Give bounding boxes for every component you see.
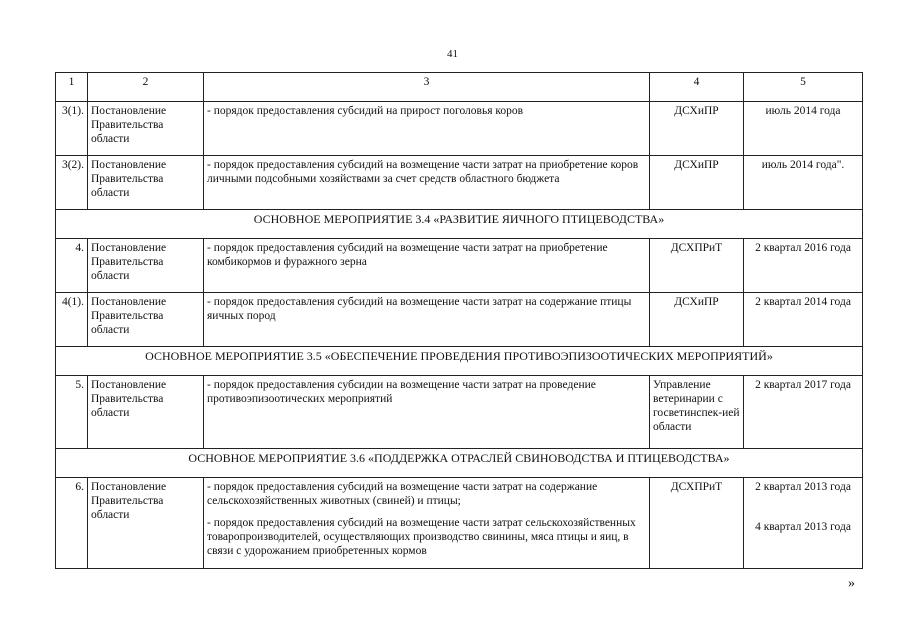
document-type: Постановление Правительства области [88, 376, 204, 449]
executor: Управление ветеринарии с госветинспек-ией области [650, 376, 744, 449]
deadline [744, 293, 863, 347]
measure-paragraph: - порядок предоставления субсидий на возмещение части затрат на содержание птицы яичных пород [207, 296, 632, 322]
section-title: ОСНОВНОЕ МЕРОПРИЯТИЕ 3.5 «ОБЕСПЕЧЕНИЕ ПРОВЕДЕНИЯ ПРОТИВОЭПИЗООТИЧЕСКИХ МЕРОПРИЯТИЙ» [56, 347, 863, 376]
executor: ДСХиПР [650, 293, 744, 347]
row-number: 3(1). [56, 102, 88, 156]
column-header: 5 [744, 73, 863, 102]
row-number: 5. [56, 376, 88, 449]
table-row [56, 156, 863, 210]
section-title: ОСНОВНОЕ МЕРОПРИЯТИЕ 3.4 «РАЗВИТИЕ ЯИЧНОГО ПТИЦЕВОДСТВА» [56, 210, 863, 239]
deadline-date: 2 квартал 2016 года [755, 242, 851, 254]
table-row [56, 102, 863, 156]
column-header: 3 [204, 73, 650, 102]
row-number: 4(1). [56, 293, 88, 347]
page-number: 41 [447, 48, 458, 60]
deadline-date: 2 квартал 2017 года [755, 379, 851, 391]
executor: ДСХиПР [650, 102, 744, 156]
executor: ДСХПРиТ [650, 239, 744, 293]
measure-text [204, 293, 650, 347]
measure-text [204, 239, 650, 293]
measure-text [204, 478, 650, 569]
table-header-row [56, 73, 863, 102]
regulations-table [55, 72, 863, 569]
measure-paragraph: - порядок предоставления субсидий на прирост поголовья коров [207, 105, 524, 117]
section-title: ОСНОВНОЕ МЕРОПРИЯТИЕ 3.6 «ПОДДЕРЖКА ОТРАСЛЕЙ СВИНОВОДСТВА И ПТИЦЕВОДСТВА» [56, 449, 863, 478]
section-heading-row [56, 210, 863, 239]
row-number: 4. [56, 239, 88, 293]
deadline-date: июль 2014 года [765, 105, 841, 117]
deadline [744, 102, 863, 156]
measure-paragraph: - порядок предоставления субсидий на возмещение части затрат сельскохозяйственных товаропроизводителей, осуществляющих производство свинины, мяса птицы и яиц, в связи с удорожанием приобретенных кормов [207, 517, 636, 557]
deadline-date: 4 квартал 2013 года [755, 521, 851, 533]
measure-paragraph: - порядок предоставления субсидий на возмещение части затрат на приобретение комбикормов и фуражного зерна [207, 242, 608, 268]
section-heading-row [56, 449, 863, 478]
executor: ДСХиПР [650, 156, 744, 210]
document-type: Постановление Правительства области [88, 102, 204, 156]
deadline [744, 156, 863, 210]
deadline-date: июль 2014 года". [761, 159, 845, 171]
deadline [744, 239, 863, 293]
document-type: Постановление Правительства области [88, 478, 204, 569]
executor: ДСХПРиТ [650, 478, 744, 569]
measure-text [204, 376, 650, 449]
measure-paragraph: - порядок предоставления субсидии на возмещение части затрат на проведение противоэпизоотических мероприятий [207, 379, 596, 405]
measure-paragraph: - порядок предоставления субсидий на возмещение части затрат на содержание сельскохозяйственных животных (свиней) и птицы; [207, 481, 598, 507]
document-type: Постановление Правительства области [88, 239, 204, 293]
row-number: 6. [56, 478, 88, 569]
row-number: 3(2). [56, 156, 88, 210]
measure-paragraph: - порядок предоставления субсидий на возмещение части затрат на приобретение коров личными подсобными хозяйствами за счет средств областного бюджета [207, 159, 639, 185]
measure-text [204, 156, 650, 210]
table-row [56, 239, 863, 293]
table-row [56, 293, 863, 347]
closing-quote-mark: » [848, 576, 855, 591]
deadline-date: 2 квартал 2013 года [755, 481, 851, 493]
section-heading-row [56, 347, 863, 376]
deadline [744, 376, 863, 449]
table-row [56, 376, 863, 449]
document-type: Постановление Правительства области [88, 156, 204, 210]
column-header: 4 [650, 73, 744, 102]
measure-text [204, 102, 650, 156]
table-row [56, 478, 863, 569]
deadline [744, 478, 863, 569]
deadline-date: 2 квартал 2014 года [755, 296, 851, 308]
column-header: 1 [56, 73, 88, 102]
document-type: Постановление Правительства области [88, 293, 204, 347]
column-header: 2 [88, 73, 204, 102]
